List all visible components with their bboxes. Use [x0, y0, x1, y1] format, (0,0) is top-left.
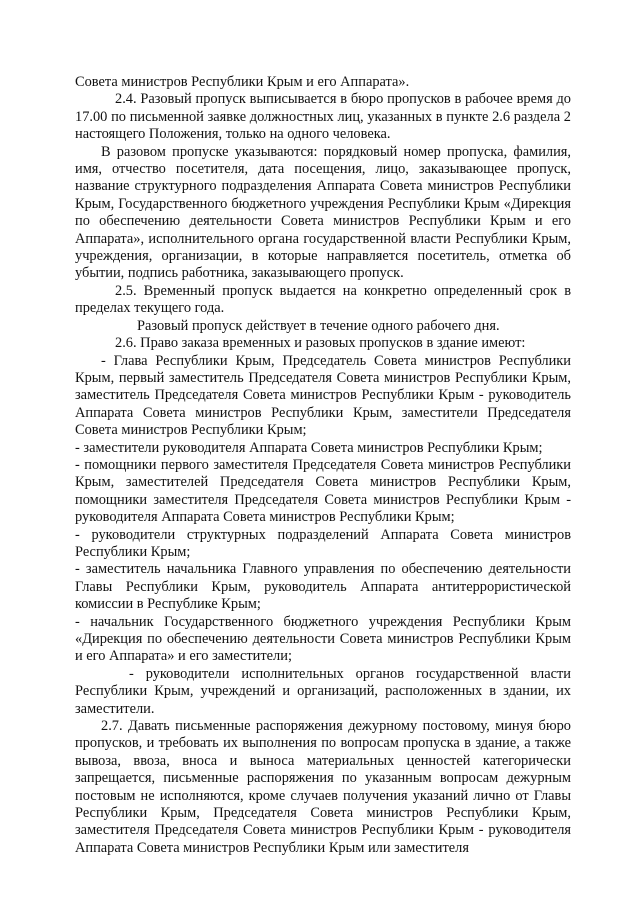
paragraph-2-5: 2.5. Временный пропуск выдается на конкретно определенный срок в пределах текущего года.	[75, 282, 571, 317]
paragraph-2-7: 2.7. Давать письменные распоряжения дежурному постовому, минуя бюро пропусков, и требовать их выполнения по вопросам пропуска в здание, а также вывоза, ввоза, вноса и выноса материальных ценностей категорически запрещается, письменные распоряжения по указанным вопросам дежурным постовым не исполняются, кроме случаев получения указаний лично от Главы Республики Крым, Председателя Совета министров Республики Крым, заместителя Председателя Совета министров Республики Крым - руководителя Аппарата Совета министров Республики Крым или заместителя	[75, 718, 571, 856]
list-item: - заместитель начальника Главного управления по обеспечению деятельности Главы Республики Крым, руководитель Аппарата антитеррористической комиссии в Республике Крым;	[75, 561, 571, 613]
paragraph-2-6: 2.6. Право заказа временных и разовых пропусков в здание имеют:	[115, 335, 526, 352]
paragraph-single-pass-fields: В разовом пропуске указываются: порядковый номер пропуска, фамилия, имя, отчество посетителя, дата посещения, лицо, заказывающее пропуск, название структурного подразделения Аппарата Совета министров Республики Крым, Государственного бюджетного учреждения Республики Крым «Дирекция по обеспечению деятельности Совета министров Республики Крым и его Аппарата», исполнительного органа государственной власти Республики Крым, учреждения, организации, в которые направляется посетитель, отметка об убытии, подпись работника, заказывающего пропуск.	[75, 143, 571, 282]
document-body	[75, 74, 571, 857]
list-item: - заместители руководителя Аппарата Совета министров Республики Крым;	[75, 439, 543, 456]
list-item: - Глава Республики Крым, Председатель Совета министров Республики Крым, первый заместитель Председателя Совета министров Республики Крым, заместитель Председателя Совета министров Республики Крым - руководитель Аппарата Совета министров Республики Крым, заместители Председателя Совета министров Республики Крым;	[75, 352, 571, 439]
list-item: - помощники первого заместителя Председателя Совета министров Республики Крым, заместителей Председателя Совета министров Республики Крым, помощники заместителя Председателя Совета министров Республики Крым - руководителя Аппарата Совета министров Республики Крым;	[75, 456, 571, 526]
paragraph-continuation: Совета министров Республики Крым и его Аппарата».	[75, 74, 410, 90]
list-item: - начальник Государственного бюджетного учреждения Республики Крым «Дирекция по обеспечению деятельности Совета министров Республики Крым и его Аппарата» и его заместители;	[75, 613, 571, 665]
paragraph-2-4: 2.4. Разовый пропуск выписывается в бюро пропусков в рабочее время до 17.00 по письменной заявке должностных лиц, указанных в пункте 2.6 раздела 2 настоящего Положения, только на одного человека.	[75, 91, 571, 143]
paragraph-single-pass-validity: Разовый пропуск действует в течение одного рабочего дня.	[137, 317, 500, 334]
list-item: - руководители исполнительных органов государственной власти Республики Крым, учреждений и организаций, расположенных в здании, их заместители.	[75, 665, 571, 717]
list-item: - руководители структурных подразделений Аппарата Совета министров Республики Крым;	[75, 526, 571, 560]
